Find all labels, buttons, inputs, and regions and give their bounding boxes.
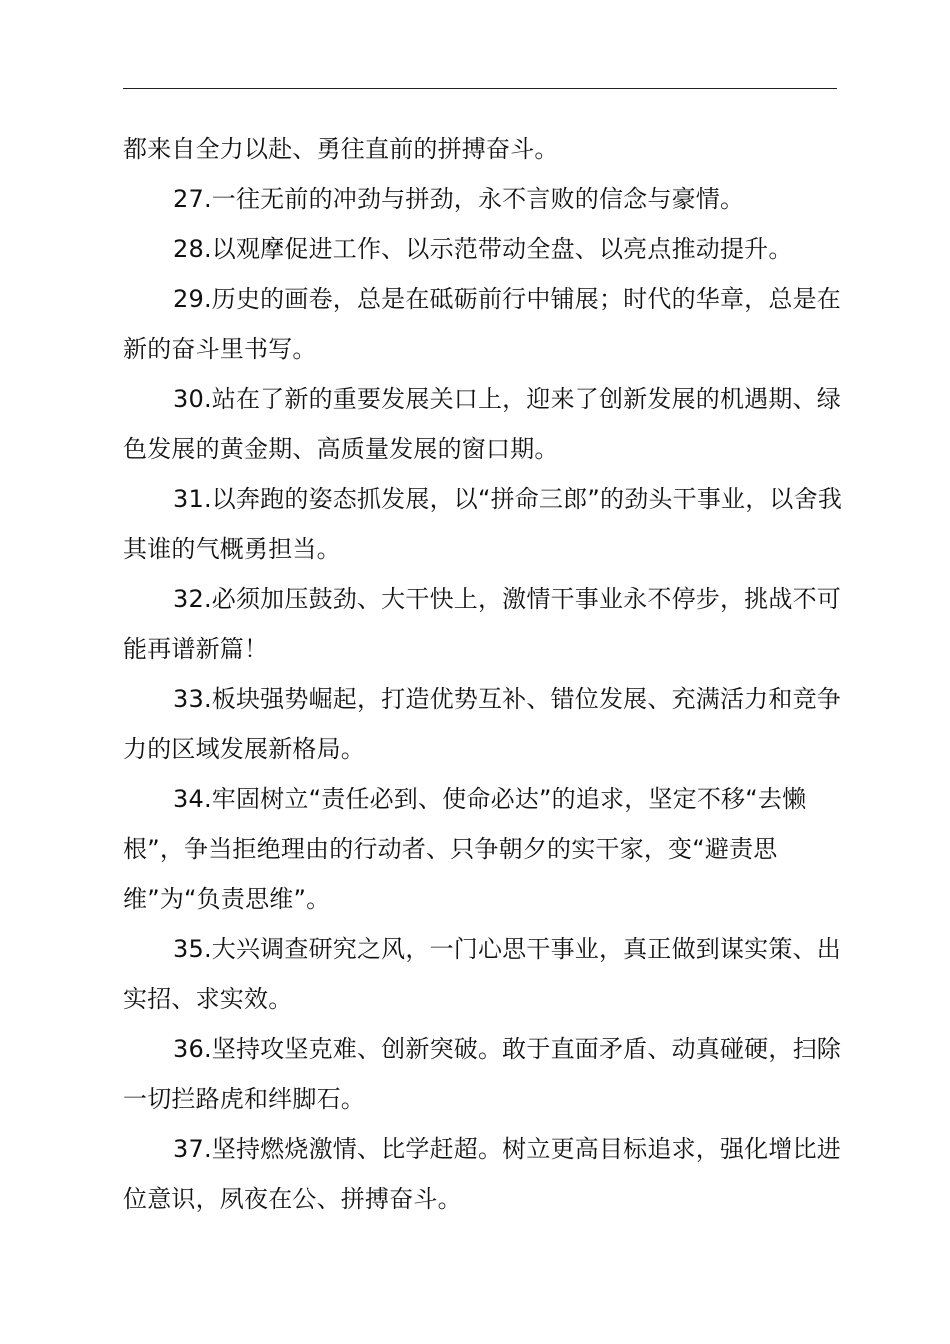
paragraph-31: 31.以奔跑的姿态抓发展，以“拼命三郎”的劲头干事业，以舍我其谁的气概勇担当。 <box>123 485 843 563</box>
paragraph-continuation: 都来自全力以赴、勇往直前的拼搏奋斗。 <box>123 135 559 163</box>
paragraph-32: 32.必须加压鼓劲、大干快上，激情干事业永不停步，挑战不可能再谱新篇！ <box>123 585 841 663</box>
document-body <box>123 124 848 1224</box>
paragraph-33: 33.板块强势崛起，打造优势互补、错位发展、充满活力和竞争力的区域发展新格局。 <box>123 685 841 763</box>
header-rule <box>123 88 837 89</box>
paragraph-36: 36.坚持攻坚克难、创新突破。敢于直面矛盾、动真碰硬，扫除一切拦路虎和绊脚石。 <box>123 1035 841 1113</box>
paragraph-30: 30.站在了新的重要发展关口上，迎来了创新发展的机遇期、绿色发展的黄金期、高质量发展的窗口期。 <box>123 385 841 463</box>
paragraph-34: 34.牢固树立“责任必到、使命必达”的追求，坚定不移“去懒根”，争当拒绝理由的行动者、只争朝夕的实干家，变“避责思维”为“负责思维”。 <box>123 785 807 913</box>
paragraph-29: 29.历史的画卷，总是在砥砺前行中铺展；时代的华章，总是在新的奋斗里书写。 <box>123 285 841 363</box>
paragraph-28: 28.以观摩促进工作、以示范带动全盘、以亮点推动提升。 <box>173 235 793 263</box>
paragraph-35: 35.大兴调查研究之风，一门心思干事业，真正做到谋实策、出实招、求实效。 <box>123 935 841 1013</box>
paragraph-27: 27.一往无前的冲劲与拼劲，永不言败的信念与豪情。 <box>173 185 745 213</box>
paragraph-37: 37.坚持燃烧激情、比学赶超。树立更高目标追求，强化增比进位意识，夙夜在公、拼搏奋斗。 <box>123 1135 841 1213</box>
